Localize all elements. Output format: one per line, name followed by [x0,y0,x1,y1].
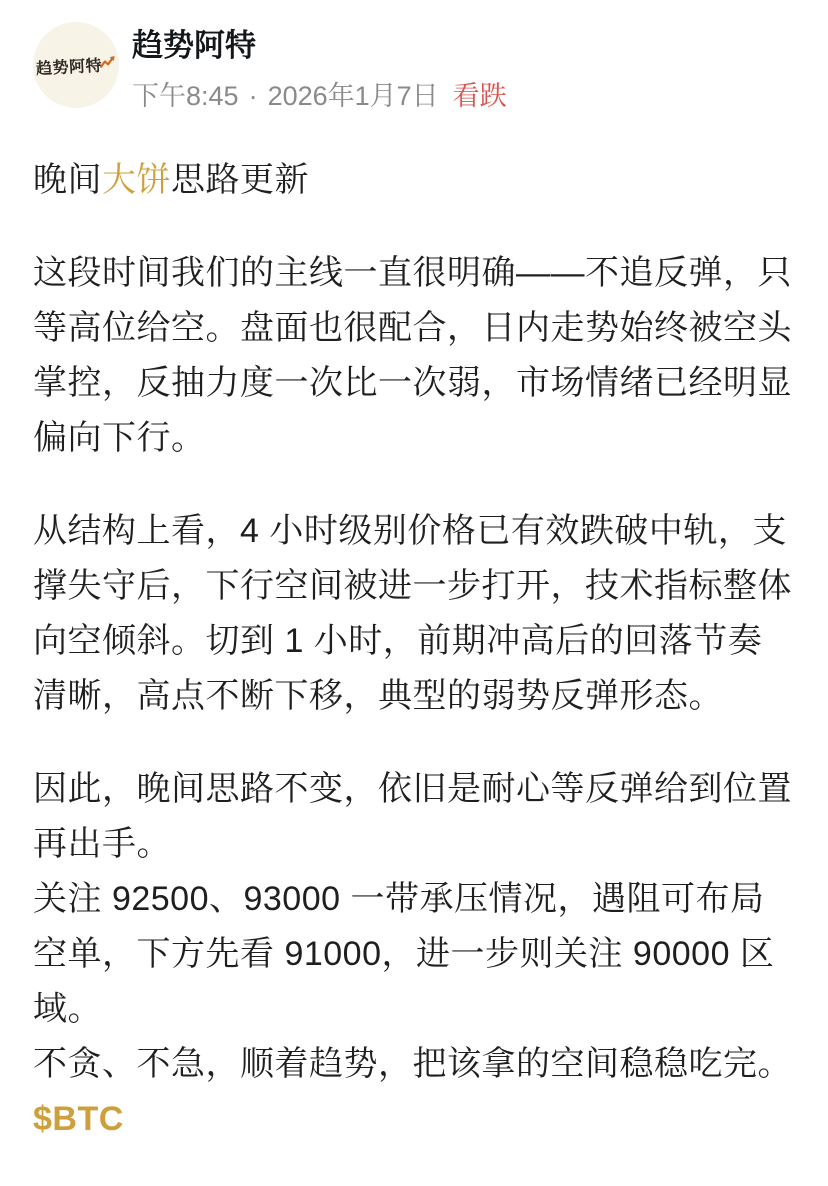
chart-increasing-icon [100,54,117,74]
strategy-line-2: 关注 92500、93000 一带承压情况，遇阻可布局空单，下方先看 91000，进一步则关注 90000 区域。 [33,880,775,1029]
avatar-logo [35,51,116,78]
avatar-logo-text: 趋势阿特 [35,57,103,78]
post-body [33,153,795,1147]
post-header [33,22,795,113]
post-title-post: 思路更新 [171,161,309,200]
meta-separator: · [248,81,258,112]
avatar[interactable] [33,22,119,108]
paragraph-structure-analysis: 从结构上看，4 小时级别价格已有效跌破中轨，支撑失守后，下行空间被进一步打开，技术指标整体向空倾斜。切到 1 小时，前期冲高后的回落节奏清晰，高点不断下移，典型的弱势反弹形态。 [33,512,792,716]
paragraph-strategy [33,762,795,1147]
post-meta [132,74,507,113]
post-title [33,153,795,208]
paragraph-market-overview: 这段时间我们的主线一直很明确——不追反弹，只等高位给空。盘面也很配合，日内走势始终被空头掌控，反抽力度一次比一次弱，市场情绪已经明显偏向下行。 [33,254,792,458]
post-date: 2026年1月7日 [267,81,439,112]
author-name[interactable]: 趋势阿特 [132,28,256,63]
strategy-line-3: 不贪、不急，顺着趋势，把该拿的空间稳稳吃完。 [33,1045,792,1084]
sentiment-badge[interactable]: 看跌 [452,81,507,112]
btc-cashtag[interactable]: $BTC [33,1100,124,1139]
post-time: 下午8:45 [132,81,239,112]
strategy-line-1: 因此，晚间思路不变，依旧是耐心等反弹给到位置再出手。 [33,770,792,864]
post-title-pre: 晚间 [33,161,102,200]
header-text [132,22,507,113]
post-title-highlight[interactable]: 大饼 [102,161,171,200]
